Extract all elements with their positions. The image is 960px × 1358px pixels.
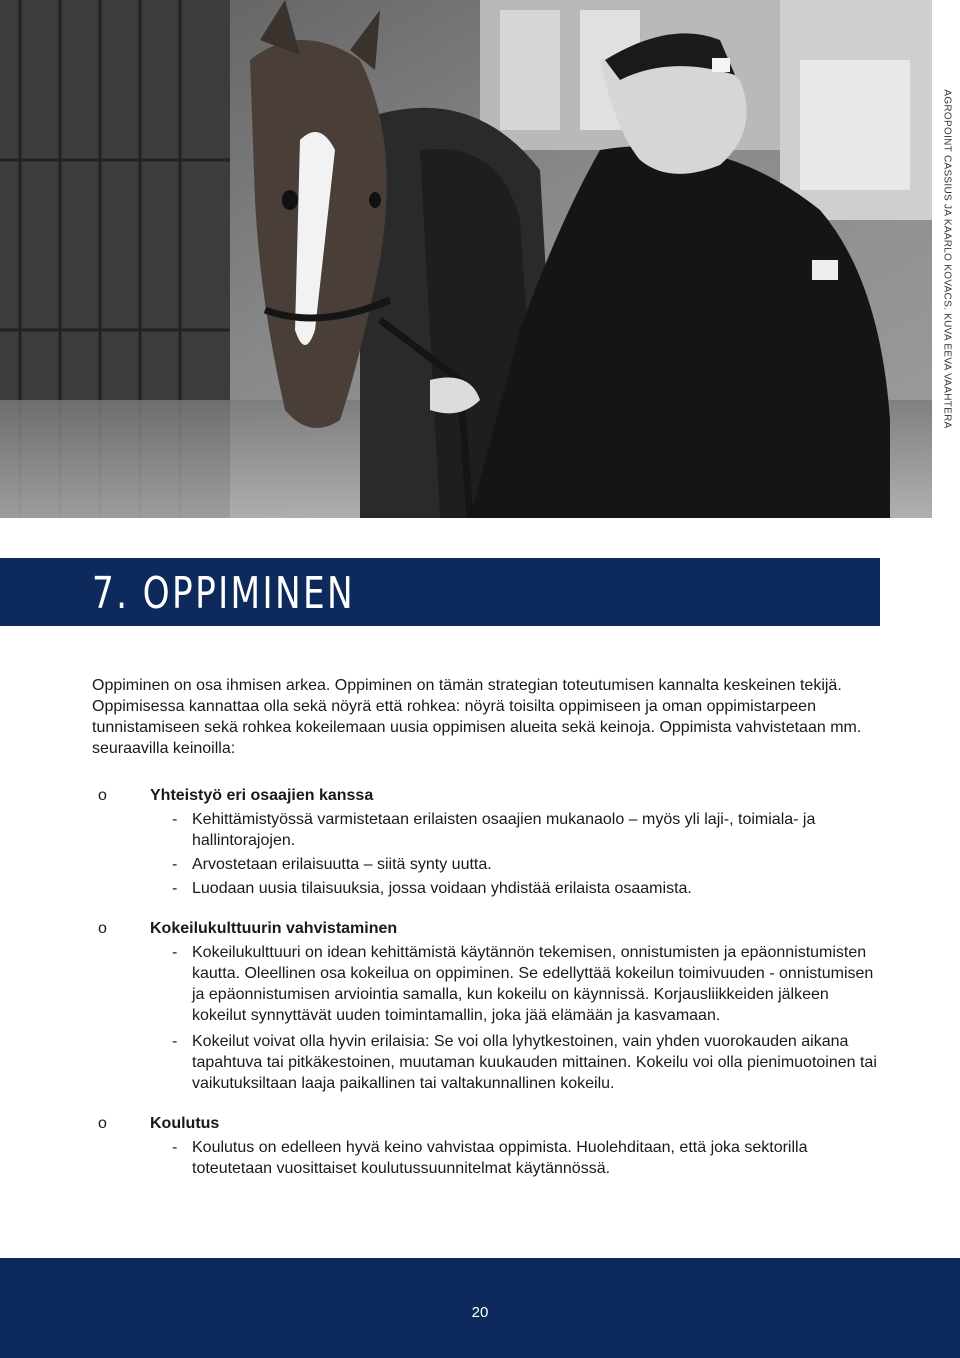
dash-marker: -: [172, 811, 178, 828]
list-item: [172, 878, 882, 899]
list-item: [172, 942, 882, 1026]
section-items: [172, 809, 882, 902]
list-item-text: Kokeilukulttuuri on idean kehittämistä käytännön tekemisen, onnistumisten ja epäonnistumisten kautta. Oleellinen osa kokeilua on oppiminen. Se edellyttää kokeilun toimivuuden - onnistumisen ja epäonnistumisen arviointia samalla, kun kokeilu on käynnissä. Korjausliikkeiden jälkeen kokeilut synnyttävät uuden toimintamallin, joka jää elämään ja kasvamaan.: [192, 944, 874, 1024]
list-item: [172, 1031, 882, 1094]
chapter-heading-bar: [0, 558, 880, 626]
section-title: Kokeilukulttuurin vahvistaminen: [150, 920, 398, 937]
section-items: [172, 942, 882, 1097]
section-bullet: o: [98, 787, 107, 804]
dash-marker: -: [172, 1033, 178, 1050]
section-title: Koulutus: [150, 1115, 220, 1132]
section-title: Yhteistyö eri osaajien kanssa: [150, 787, 374, 804]
list-item-text: Luodaan uusia tilaisuuksia, jossa voidaan yhdistää erilaista osaamista.: [192, 880, 692, 897]
photo-credit-text: AGROPOINT CASSIUS JA KAARLO KOVACS. KUVA EEVA VAAHTERA: [941, 89, 953, 429]
section-bullet: o: [98, 1115, 107, 1132]
chapter-title: 7. OPPIMINEN: [92, 568, 356, 619]
footer-bar: [0, 1258, 960, 1358]
intro-text: Oppiminen on osa ihmisen arkea. Oppiminen on tämän strategian toteutumisen kannalta keskeinen tekijä. Oppimisessa kannattaa olla sekä nöyrä että rohkea: nöyrä toisilta oppimiseen ja oman oppimistarpeen tunnistamiseen sekä rohkea kokeilemaan uusia oppimisen alueita sekä keinoja. Oppimista vahvistetaan mm. seuraavilla keinoilla:: [92, 677, 862, 757]
section-items: [172, 1137, 882, 1182]
dash-marker: -: [172, 856, 178, 873]
dash-marker: -: [172, 944, 178, 961]
list-item-text: Koulutus on edelleen hyvä keino vahvistaa oppimista. Huolehditaan, että joka sektorilla toteutetaan vuosittaiset koulutussuunnitelmat käytännössä.: [192, 1139, 808, 1177]
photo-horse-and-man-icon: [0, 0, 932, 518]
list-item-text: Kehittämistyössä varmistetaan erilaisten osaajien mukanaolo – myös yli laji-, toimiala- ja hallintorajojen.: [192, 811, 816, 849]
dash-marker: -: [172, 1139, 178, 1156]
list-item-text: Arvostetaan erilaisuutta – siitä synty uutta.: [192, 856, 492, 873]
list-item: [172, 1137, 882, 1179]
list-item: [172, 809, 882, 851]
list-item: [172, 854, 882, 875]
page-number: 20: [471, 1304, 489, 1321]
dash-marker: -: [172, 880, 178, 897]
intro-paragraph: [92, 675, 882, 759]
cover-photo: [0, 0, 932, 518]
list-item-text: Kokeilut voivat olla hyvin erilaisia: Se voi olla lyhytkestoinen, vain yhden vuorokauden aikana tapahtuva tai pitkäkestoinen, muutaman kuukauden mittainen. Kokeilu voi olla pienimuotoinen tai vaikutuksiltaan laaja paikallinen tai valtakunnallinen kokeilu.: [192, 1033, 877, 1092]
section-bullet: o: [98, 920, 107, 937]
photo-credit: [935, 0, 960, 518]
